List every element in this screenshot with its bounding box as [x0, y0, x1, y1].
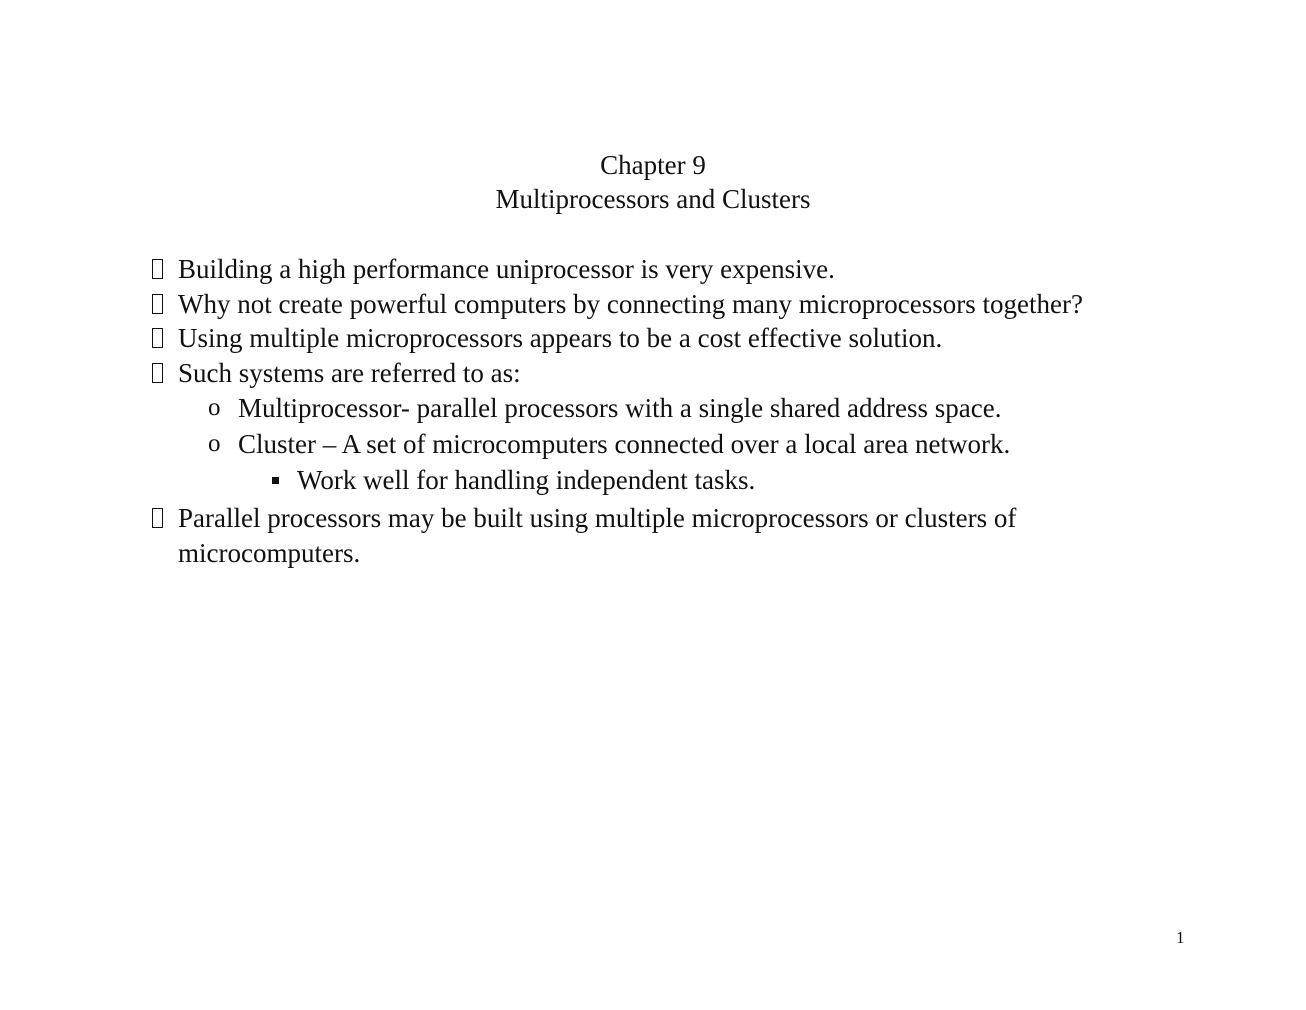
chapter-title: [0, 148, 1306, 216]
chapter-name: Multiprocessors and Clusters: [495, 184, 811, 214]
sub-list-item: [148, 390, 1188, 426]
list-item: [148, 287, 1188, 322]
list-item-text: Parallel processors may be built using multiple microprocessors or clusters of microcomputers.: [178, 503, 1017, 568]
sub-list-item-text: Multiprocessor- parallel processors with a single shared address space.: [238, 393, 1002, 423]
list-item-text: Such systems are referred to as:: [178, 357, 521, 388]
bullet-list: [148, 252, 1188, 570]
list-item: [148, 252, 1188, 287]
sub-list-item: [148, 426, 1188, 462]
list-item: [148, 321, 1188, 356]
circle-bullet-icon: o: [208, 394, 221, 421]
circle-bullet-icon: o: [208, 430, 221, 457]
list-item-text: Using multiple microprocessors appears to be a cost effective solution.: [178, 323, 943, 353]
list-item: [148, 356, 1188, 391]
bullet-box-icon: [152, 508, 163, 528]
bullet-box-icon: [152, 259, 163, 279]
bullet-box-icon: [152, 328, 163, 348]
list-item: [148, 501, 1188, 570]
list-item-text: Why not create powerful computers by connecting many microprocessors together?: [178, 288, 1083, 319]
sub-list-item-text: Cluster – A set of microcomputers connected over a local area network.: [238, 429, 1011, 459]
chapter-number: Chapter 9: [600, 150, 706, 180]
square-bullet-icon: [272, 477, 279, 484]
sub-sub-list-item: [148, 462, 1188, 498]
bullet-box-icon: [152, 363, 163, 383]
list-item-text: Building a high performance uniprocessor is very expensive.: [178, 254, 835, 284]
bullet-box-icon: [152, 294, 163, 314]
sub-sub-list-item-text: Work well for handling independent tasks.: [297, 465, 756, 495]
page-number: 1: [1176, 928, 1185, 947]
